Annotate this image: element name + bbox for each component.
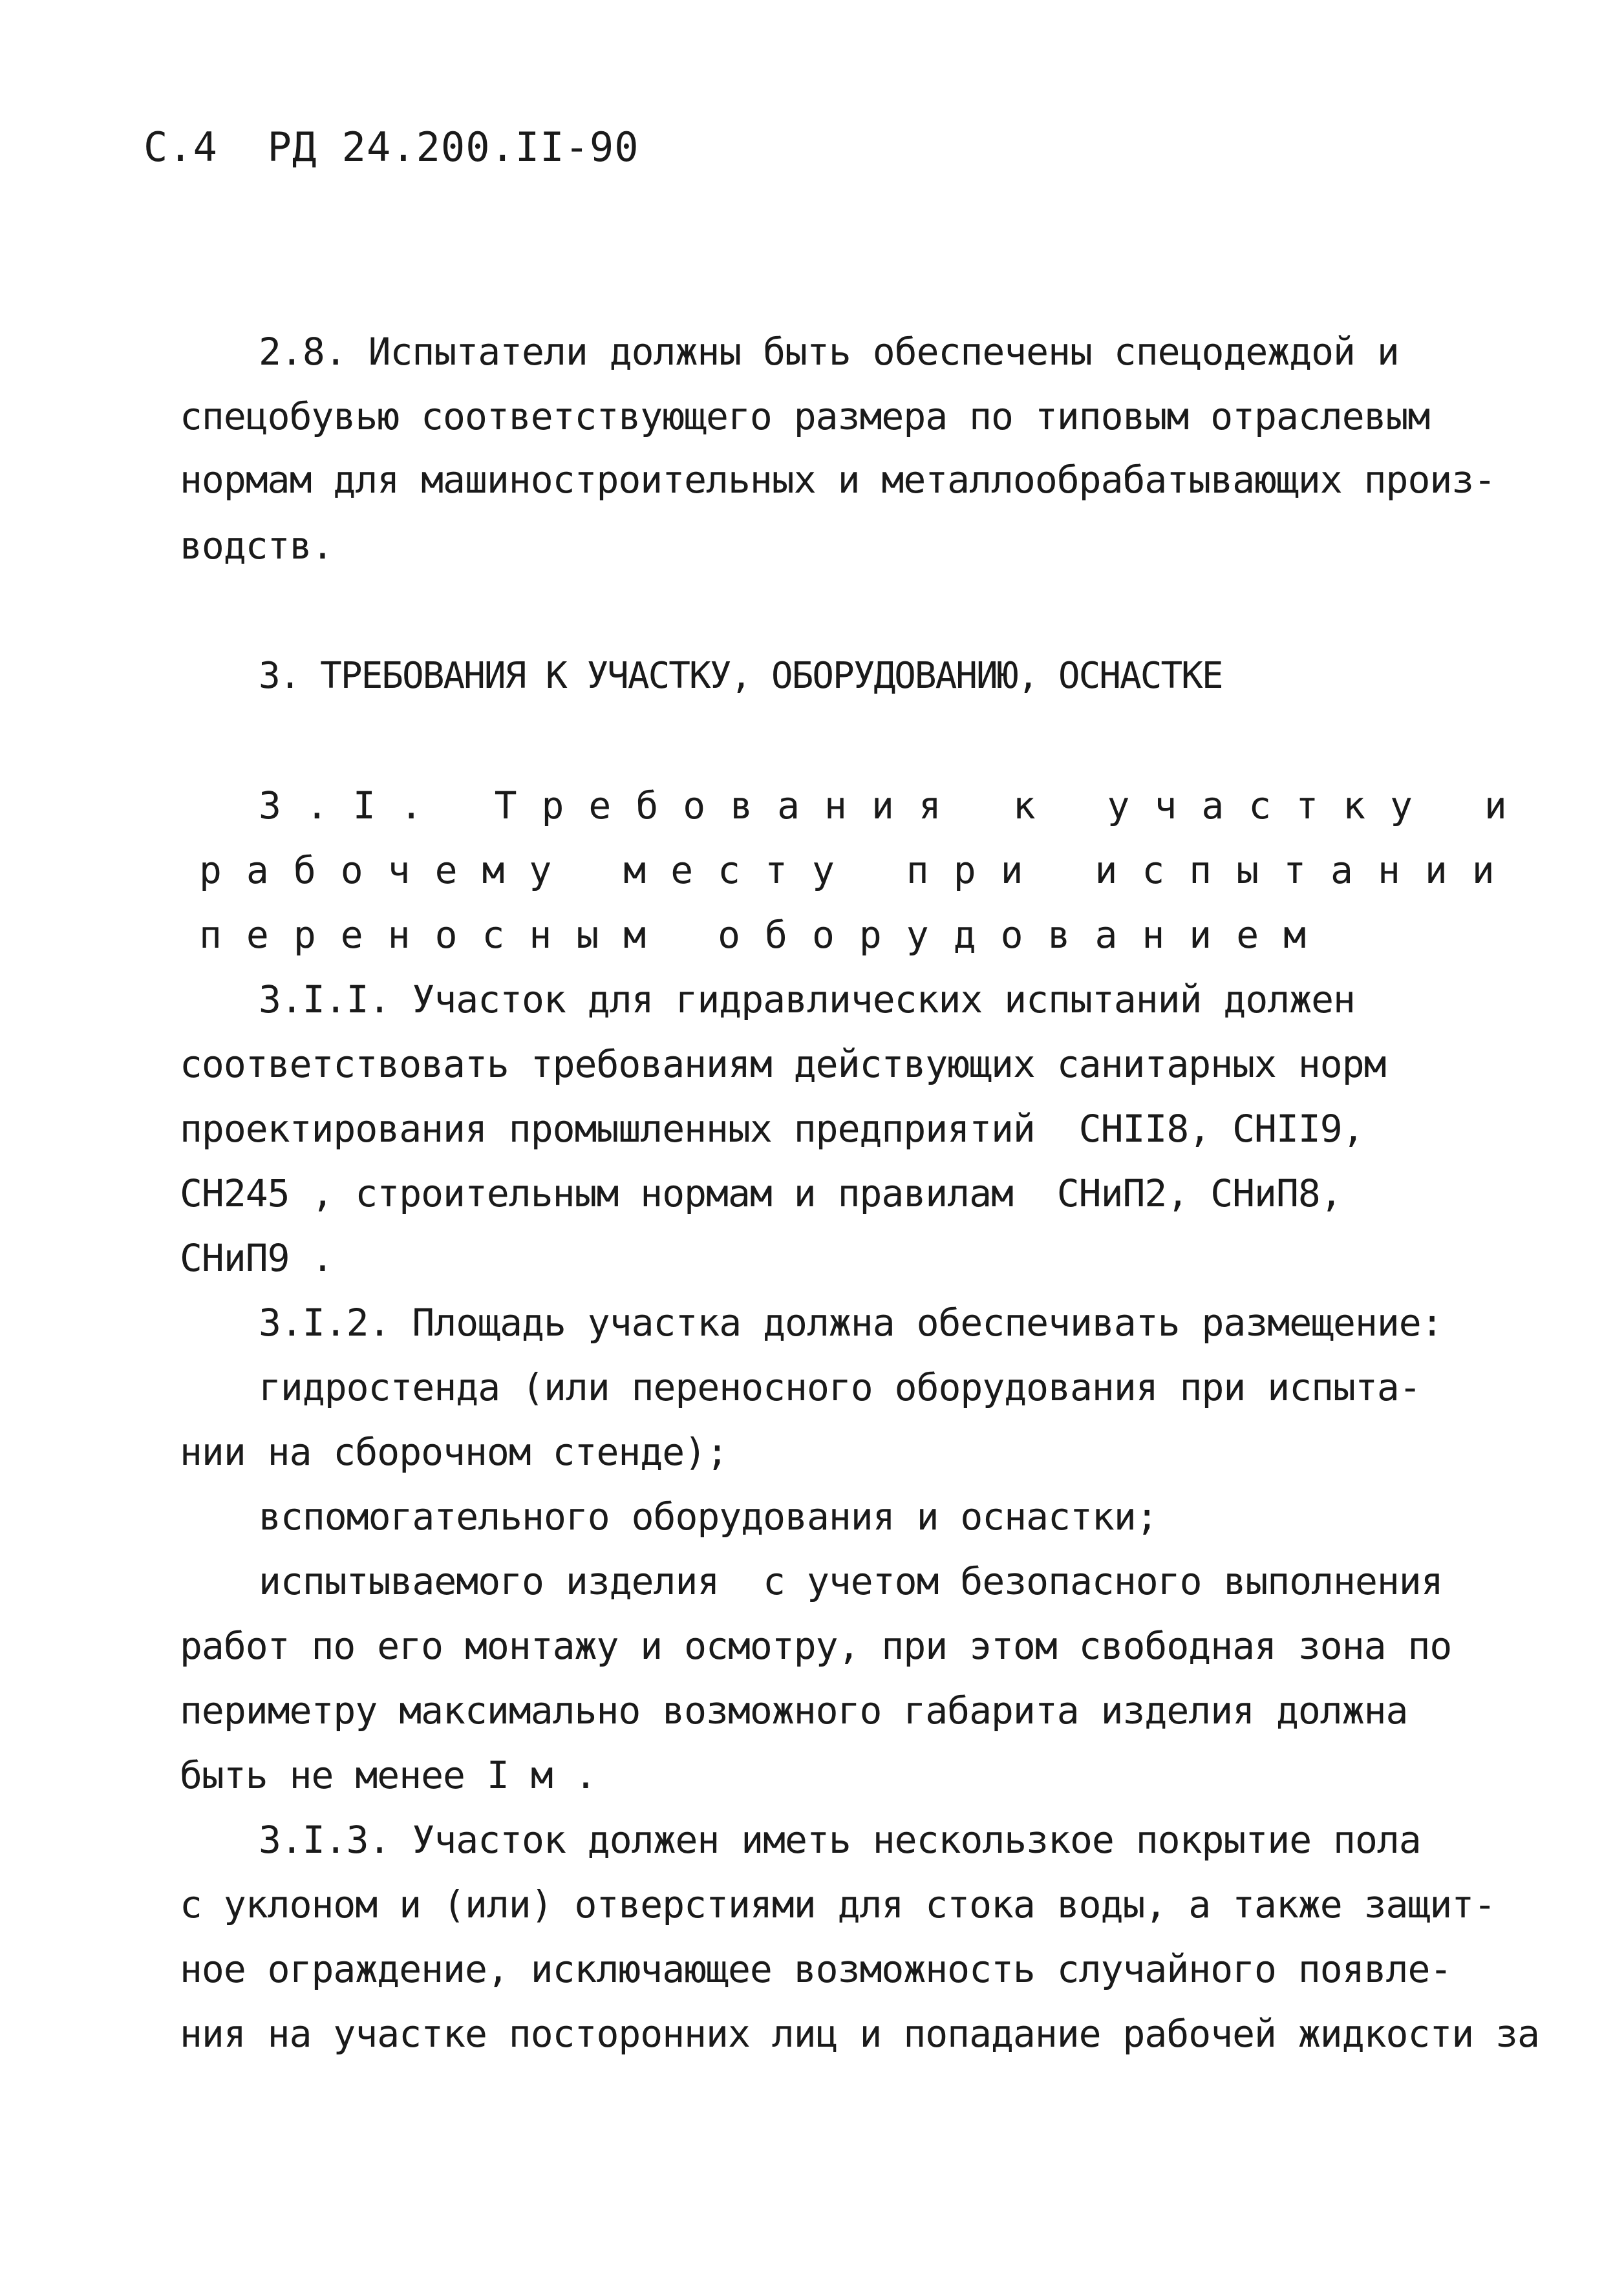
text-line: нормам для машиностроительных и металлообрабатывающих произ- bbox=[180, 458, 1496, 502]
text-line: водств. bbox=[180, 524, 334, 568]
section-heading: 3. ТРЕБОВАНИЯ К УЧАСТКУ, ОБОРУДОВАНИЮ, ОСНАСТКЕ bbox=[259, 655, 1223, 697]
text-line: 3.I.3. Участок должен иметь нескользкое покрытие пола bbox=[259, 1818, 1421, 1862]
text-line: проектирования промышленных предприятий СНII8, СНII9, bbox=[180, 1107, 1364, 1151]
text-line: периметру максимально возможного габарита изделия должна bbox=[180, 1689, 1408, 1733]
text-line: соответствовать требованиям действующих санитарных норм bbox=[180, 1042, 1386, 1086]
text-line: 3.I.I. Участок для гидравлических испытаний должен bbox=[259, 977, 1355, 1021]
subsection-title: 3.I. Требования к участку и bbox=[259, 784, 1532, 827]
text-line: испытываемого изделия с учетом безопасного выполнения bbox=[259, 1559, 1443, 1603]
text-line: ное ограждение, исключающее возможность случайного появле- bbox=[180, 1947, 1452, 1991]
text-line: ния на участке посторонних лиц и попадание рабочей жидкости за bbox=[180, 2012, 1539, 2056]
page-header: С.4 РД 24.200.II-90 bbox=[144, 123, 639, 171]
text-line: СН245 , строительным нормам и правилам СНиП2, СНиП8, bbox=[180, 1171, 1342, 1215]
subsection-title: рабочему месту при испытании bbox=[199, 848, 1519, 892]
text-line: с уклоном и (или) отверстиями для стока воды, а также защит- bbox=[180, 1882, 1496, 1926]
text-line: быть не менее I м . bbox=[180, 1753, 597, 1797]
text-line: работ по его монтажу и осмотру, при этом свободная зона по bbox=[180, 1624, 1452, 1668]
text-line: СНиП9 . bbox=[180, 1236, 334, 1280]
text-line: 3.I.2. Площадь участка должна обеспечивать размещение: bbox=[259, 1301, 1443, 1345]
text-line: нии на сборочном стенде); bbox=[180, 1430, 728, 1474]
text-line: спецобувью соответствующего размера по типовым отраслевым bbox=[180, 394, 1430, 438]
text-line: 2.8. Испытатели должны быть обеспечены спецодеждой и bbox=[259, 330, 1399, 374]
text-line: гидростенда (или переносного оборудования при испыта- bbox=[259, 1365, 1421, 1409]
subsection-title: переносным оборудованием bbox=[199, 913, 1331, 957]
text-line: вспомогательного оборудования и оснастки; bbox=[259, 1495, 1158, 1539]
